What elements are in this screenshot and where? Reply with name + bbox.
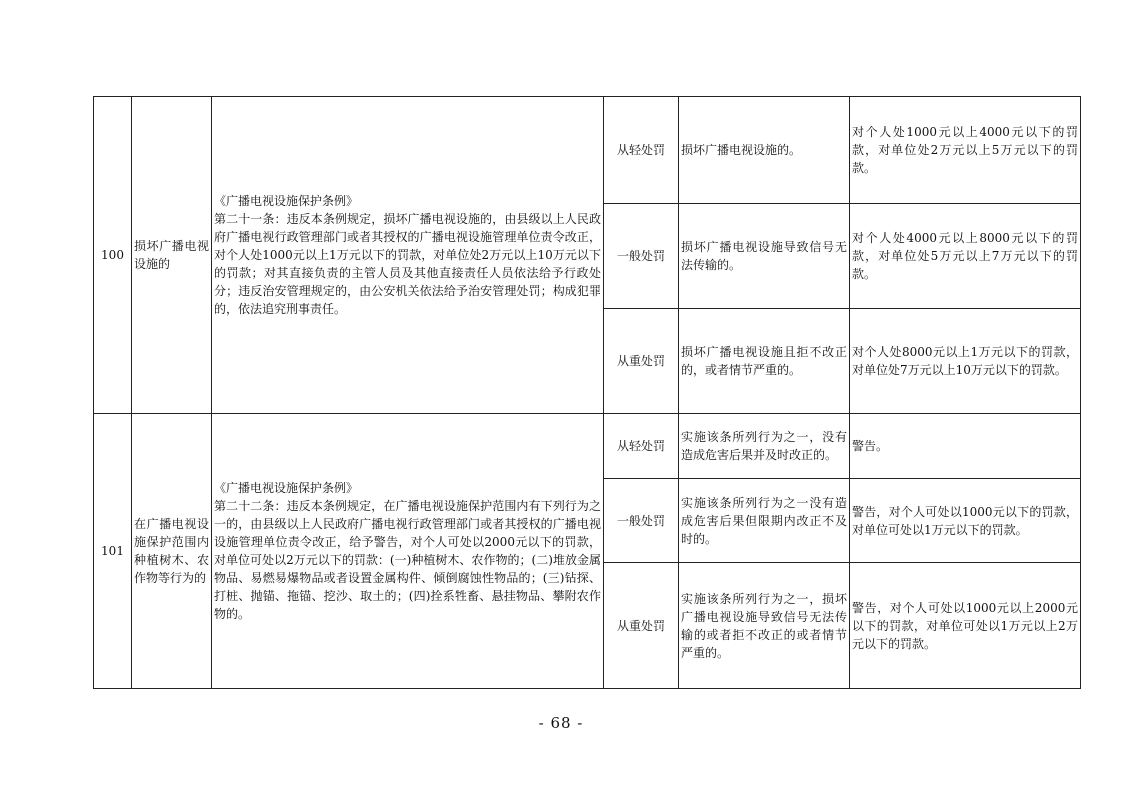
violation-name: 在广播电视设施保护范围内种植树木、农作物等行为的 xyxy=(132,414,212,689)
violation-circumstance: 实施该条所列行为之一没有造成危害后果但限期内改正不及时的。 xyxy=(679,479,850,563)
penalty-level: 一般处罚 xyxy=(604,204,679,309)
violation-name: 损坏广播电视设施的 xyxy=(132,97,212,414)
violation-circumstance: 损坏广播电视设施的。 xyxy=(679,97,850,204)
penalty-level: 从重处罚 xyxy=(604,309,679,414)
item-number: 100 xyxy=(94,97,132,414)
penalty-standard: 警告，对个人可处以1000元以下的罚款，对单位可处以1万元以下的罚款。 xyxy=(850,479,1081,563)
violation-circumstance: 损坏广播电视设施导致信号无法传输的。 xyxy=(679,204,850,309)
legal-basis xyxy=(212,414,604,689)
penalty-standard: 警告，对个人可处以1000元以上2000元以下的罚款，对单位可处以1万元以上2万元以下的罚款。 xyxy=(850,563,1081,689)
page-number: - 68 - xyxy=(538,714,584,732)
penalty-level: 从重处罚 xyxy=(604,563,679,689)
penalty-standard: 对个人处8000元以上1万元以下的罚款，对单位处7万元以上10万元以下的罚款。 xyxy=(850,309,1081,414)
penalty-standard: 对个人处1000元以上4000元以下的罚款，对单位处2万元以上5万元以下的罚款。 xyxy=(850,97,1081,204)
table-row xyxy=(94,414,1081,479)
table-row xyxy=(94,97,1081,204)
penalty-standard: 对个人处4000元以上8000元以下的罚款，对单位处5万元以上7万元以下的罚款。 xyxy=(850,204,1081,309)
legal-basis xyxy=(212,97,604,414)
penalty-level: 从轻处罚 xyxy=(604,414,679,479)
penalty-level: 从轻处罚 xyxy=(604,97,679,204)
regulation-title: 《广播电视设施保护条例》 xyxy=(214,481,359,495)
violation-circumstance: 损坏广播电视设施且拒不改正的，或者情节严重的。 xyxy=(679,309,850,414)
penalty-standards-table xyxy=(93,96,1081,689)
item-number: 101 xyxy=(94,414,132,689)
penalty-level: 一般处罚 xyxy=(604,479,679,563)
regulation-article: 第二十一条：违反本条例规定，损坏广播电视设施的，由县级以上人民政府广播电视行政管理部门或者其授权的广播电视设施管理单位责令改正，对个人处1000元以上1万元以下的罚款，对单位处2万元以上10万元以下的罚款；对其直接负责的主管人员及其他直接责任人员依法给予行政处分；违反治安管理规定的，由公安机关依法给予治安管理处罚；构成犯罪的，依法追究刑事责任。 xyxy=(214,212,601,316)
violation-circumstance: 实施该条所列行为之一，没有造成危害后果并及时改正的。 xyxy=(679,414,850,479)
penalty-standard: 警告。 xyxy=(850,414,1081,479)
violation-circumstance: 实施该条所列行为之一，损坏广播电视设施导致信号无法传输的或者拒不改正的或者情节严重的。 xyxy=(679,563,850,689)
regulation-article: 第二十二条：违反本条例规定，在广播电视设施保护范围内有下列行为之一的，由县级以上人民政府广播电视行政管理部门或者其授权的广播电视设施管理单位责令改正，给予警告，对个人可处以2000元以下的罚款，对单位可处以2万元以下的罚款：(一)种植树木、农作物的；(二)堆放金属物品、易燃易爆物品或者设置金属构件、倾倒腐蚀性物品的；(三)钻探、打桩、抛锚、拖锚、挖沙、取土的；(四)拴系牲畜、悬挂物品、攀附农作物的。 xyxy=(214,499,601,621)
regulation-title: 《广播电视设施保护条例》 xyxy=(214,194,359,208)
